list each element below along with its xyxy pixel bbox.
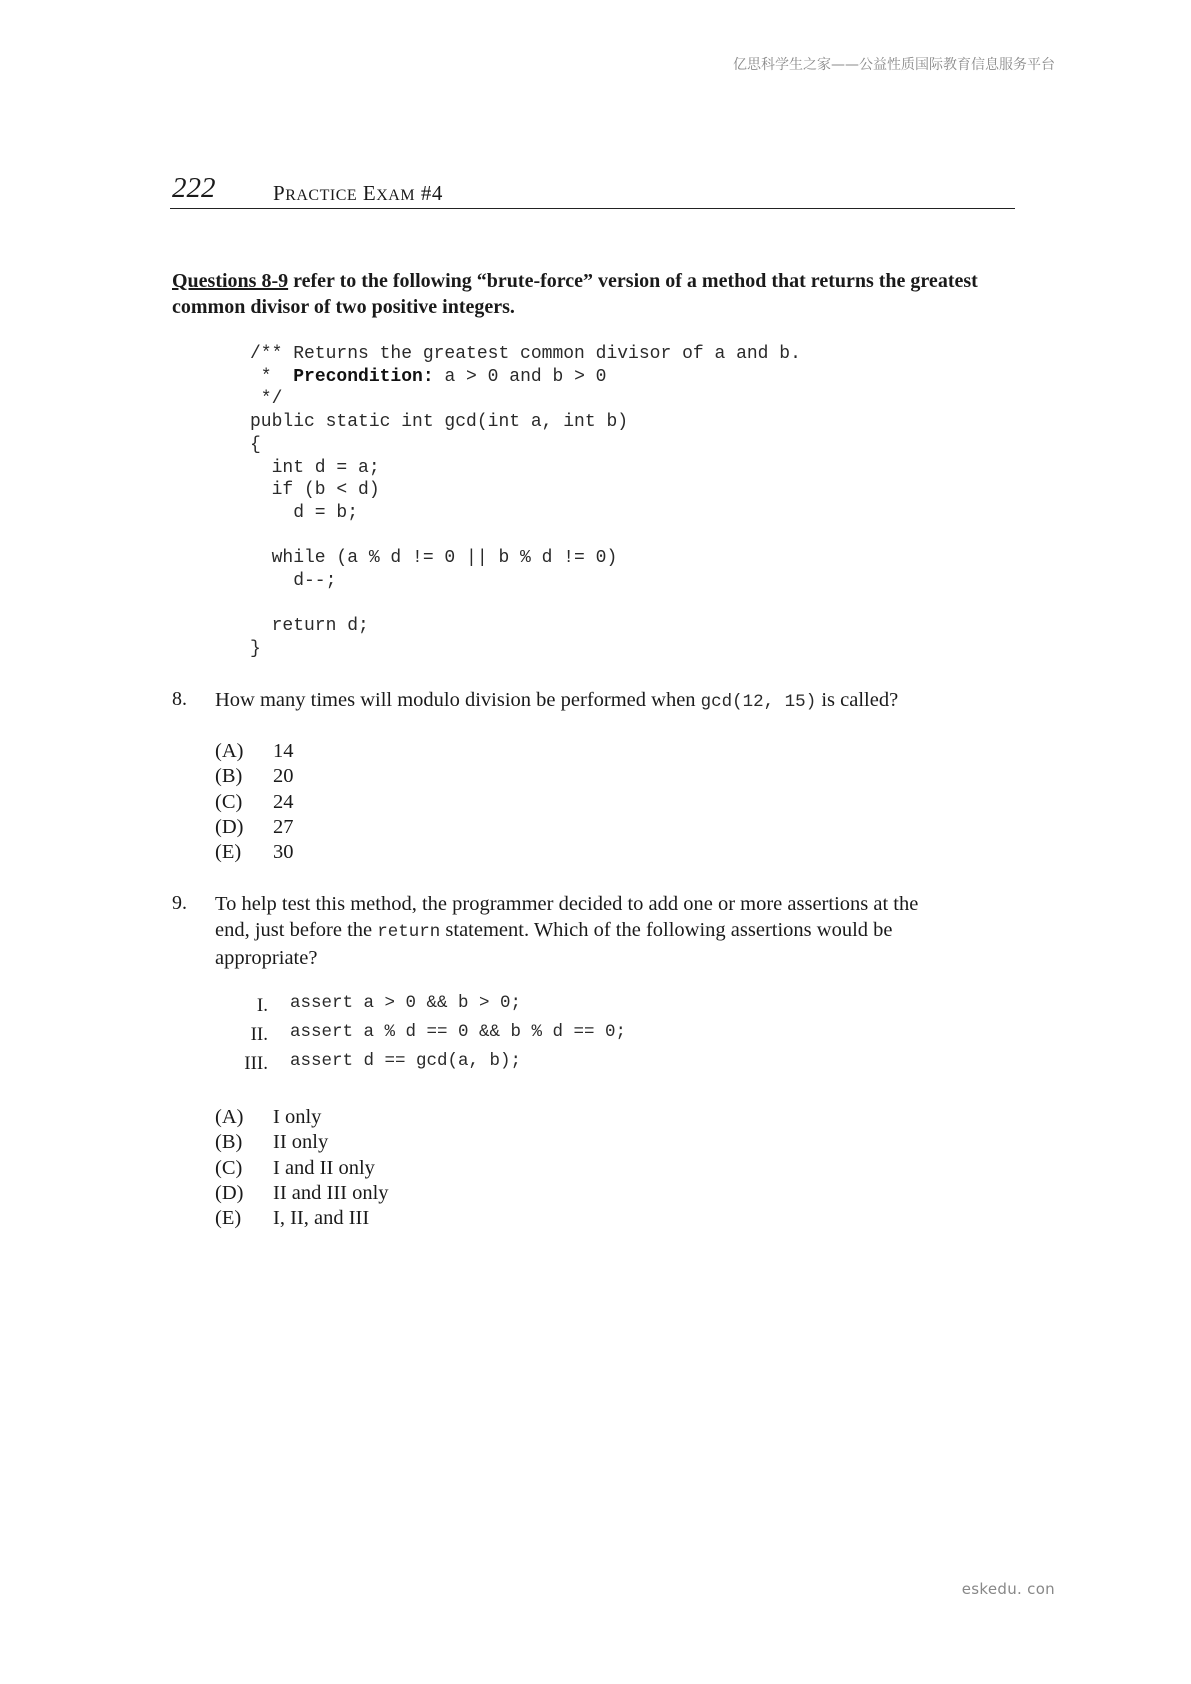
assertion-code: assert a > 0 && b > 0;: [290, 993, 522, 1013]
q8-text-before: How many times will modulo division be performed when: [215, 689, 701, 711]
gcd-code-block: [250, 343, 801, 661]
title-small-caps-2: XAM: [376, 187, 416, 204]
page-number: 222: [172, 172, 216, 204]
question-8-number: 8.: [172, 688, 187, 710]
choice-letter: (E): [215, 841, 242, 864]
questions-range: Questions 8-9: [172, 270, 289, 292]
question-8-choices: [215, 740, 515, 866]
choice-letter: (B): [215, 1131, 243, 1154]
choice-d[interactable]: [215, 1182, 515, 1207]
choice-text: II only: [273, 1131, 329, 1154]
choice-text: I and II only: [273, 1156, 375, 1179]
choice-letter: (B): [215, 765, 243, 788]
question-9-number: 9.: [172, 892, 187, 914]
choice-text: 30: [273, 841, 294, 864]
assertion-i: [228, 993, 728, 1022]
choice-text: I only: [273, 1106, 322, 1128]
choice-e[interactable]: [215, 841, 515, 866]
q9-line-2-after: statement. Which of the following assertions would be: [440, 919, 893, 941]
title-small-caps-1: RACTICE: [285, 187, 358, 204]
code-body: */ public static int gcd(int a, int b) { int d = a; if (b < d) d = b; while (a % d != 0 || b % d != 0) d--; return d; }: [250, 389, 629, 660]
roman-numeral: I.: [256, 995, 268, 1016]
choice-b[interactable]: [215, 765, 515, 790]
code-line-2-rest: a > 0 and b > 0: [433, 366, 607, 387]
header-rule: [170, 208, 1015, 209]
choice-d[interactable]: [215, 816, 515, 841]
title-prefix: P: [273, 181, 286, 205]
choice-a[interactable]: [215, 740, 515, 765]
choice-c[interactable]: [215, 791, 515, 816]
choice-letter: (E): [215, 1207, 242, 1230]
question-8-text: [215, 687, 1015, 715]
choice-a[interactable]: [215, 1106, 515, 1131]
roman-numeral: III.: [244, 1053, 268, 1074]
roman-numeral: II.: [250, 1024, 268, 1045]
choice-c[interactable]: [215, 1157, 515, 1182]
questions-intro: [172, 268, 1002, 320]
code-line-2-prefix: *: [250, 366, 294, 387]
q9-line-3: appropriate?: [215, 947, 318, 969]
q8-text-after: is called?: [816, 689, 899, 711]
choice-text: 14: [273, 740, 294, 762]
q9-line-2: [215, 917, 1035, 945]
precondition-label: Precondition:: [293, 366, 434, 387]
choice-b[interactable]: [215, 1131, 515, 1156]
choice-letter: (A): [215, 740, 244, 762]
q9-line-2-before: end, just before the: [215, 919, 378, 941]
q8-code: gcd(12, 15): [700, 692, 817, 712]
choice-text: 20: [273, 765, 294, 788]
choice-letter: (D): [215, 1181, 244, 1204]
running-title: [273, 181, 443, 206]
watermark-text: 亿思科学生之家——公益性质国际教育信息服务平台: [733, 57, 1055, 73]
choice-text: I, II, and III: [273, 1207, 370, 1230]
choice-letter: (A): [215, 1106, 244, 1128]
assertion-list: [228, 993, 728, 1080]
q9-line-1: To help test this method, the programmer decided to add one or more assertions at the: [215, 893, 919, 915]
choice-text: 24: [273, 790, 294, 813]
choice-letter: (D): [215, 815, 244, 838]
choice-text: II and III only: [273, 1181, 389, 1204]
code-line-1: /** Returns the greatest common divisor of a and b.: [250, 344, 801, 364]
question-9-text: [215, 891, 1035, 971]
assertion-code: assert a % d == 0 && b % d == 0;: [290, 1022, 627, 1042]
intro-text: refer to the following “brute-force” version of a method that returns the greatest common divisor of two positive integers.: [172, 270, 978, 318]
q9-return-code: return: [377, 922, 441, 942]
question-9-choices: [215, 1106, 515, 1232]
footer-site-text: eskedu. con: [961, 1580, 1055, 1598]
choice-e[interactable]: [215, 1207, 515, 1232]
assertion-ii: [228, 1022, 728, 1051]
choice-text: 27: [273, 815, 294, 838]
choice-letter: (C): [215, 1156, 243, 1179]
title-mid: E: [357, 181, 377, 205]
assertion-iii: [228, 1051, 728, 1080]
assertion-code: assert d == gcd(a, b);: [290, 1051, 522, 1071]
title-suffix: #4: [415, 181, 443, 205]
choice-letter: (C): [215, 790, 243, 813]
